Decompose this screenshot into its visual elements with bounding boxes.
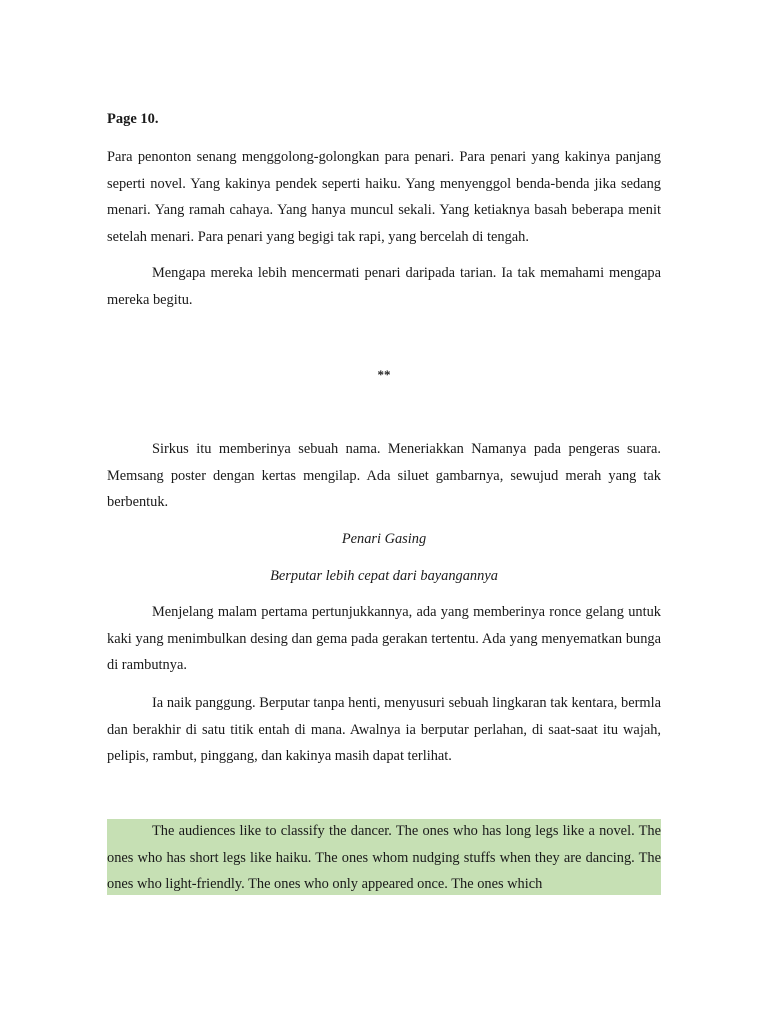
translation-paragraph: The audiences like to classify the dancer. The ones who has long legs like a novel. The ones who has short legs like haiku. The ones whom nudging stuffs when they are dancing. The ones who light-friendly. The ones who only appeared once. The ones which [107, 823, 661, 893]
poster-title: Penari Gasing [341, 531, 427, 547]
page-label: Page 10. [107, 111, 159, 127]
paragraph-2: Mengapa mereka lebih mencermati penari daripada tarian. Ia tak memahami mengapa mereka begitu. [107, 265, 661, 308]
paragraph-4: Menjelang malam pertama pertunjukkannya, ada yang memberinya ronce gelang untuk kaki yang menimbulkan desing dan gema pada gerakan tertentu. Ada yang menyematkan bunga di rambutnya. [107, 604, 661, 674]
paragraph-5: Ia naik panggung. Berputar tanpa henti, menyusuri sebuah lingkaran tak kentara, bermla dan berakhir di satu titik entah di mana. Awalnya ia berputar perlahan, di saat-saat itu wajah, pelipis, rambut, pinggang, dan kakinya masih dapat terlihat. [107, 695, 661, 765]
paragraph-3: Sirkus itu memberinya sebuah nama. Meneriakkan Namanya pada pengeras suara. Memsang poster dengan kertas mengilap. Ada siluet gambarnya, sewujud merah yang tak berbentuk. [107, 441, 661, 511]
section-separator: ** [377, 367, 391, 382]
poster-tagline: Berputar lebih cepat dari bayangannya [270, 568, 498, 584]
paragraph-1: Para penonton senang menggolong-golongkan para penari. Para penari yang kakinya panjang seperti novel. Yang kakinya pendek seperti haiku. Yang menyenggol benda-benda jika sedang menari. Yang ramah cahaya. Yang hanya muncul sekali. Yang ketiaknya basah beberapa menit setelah menari. Para penari yang begigi tak rapi, yang bercelah di tengah. [107, 149, 661, 245]
